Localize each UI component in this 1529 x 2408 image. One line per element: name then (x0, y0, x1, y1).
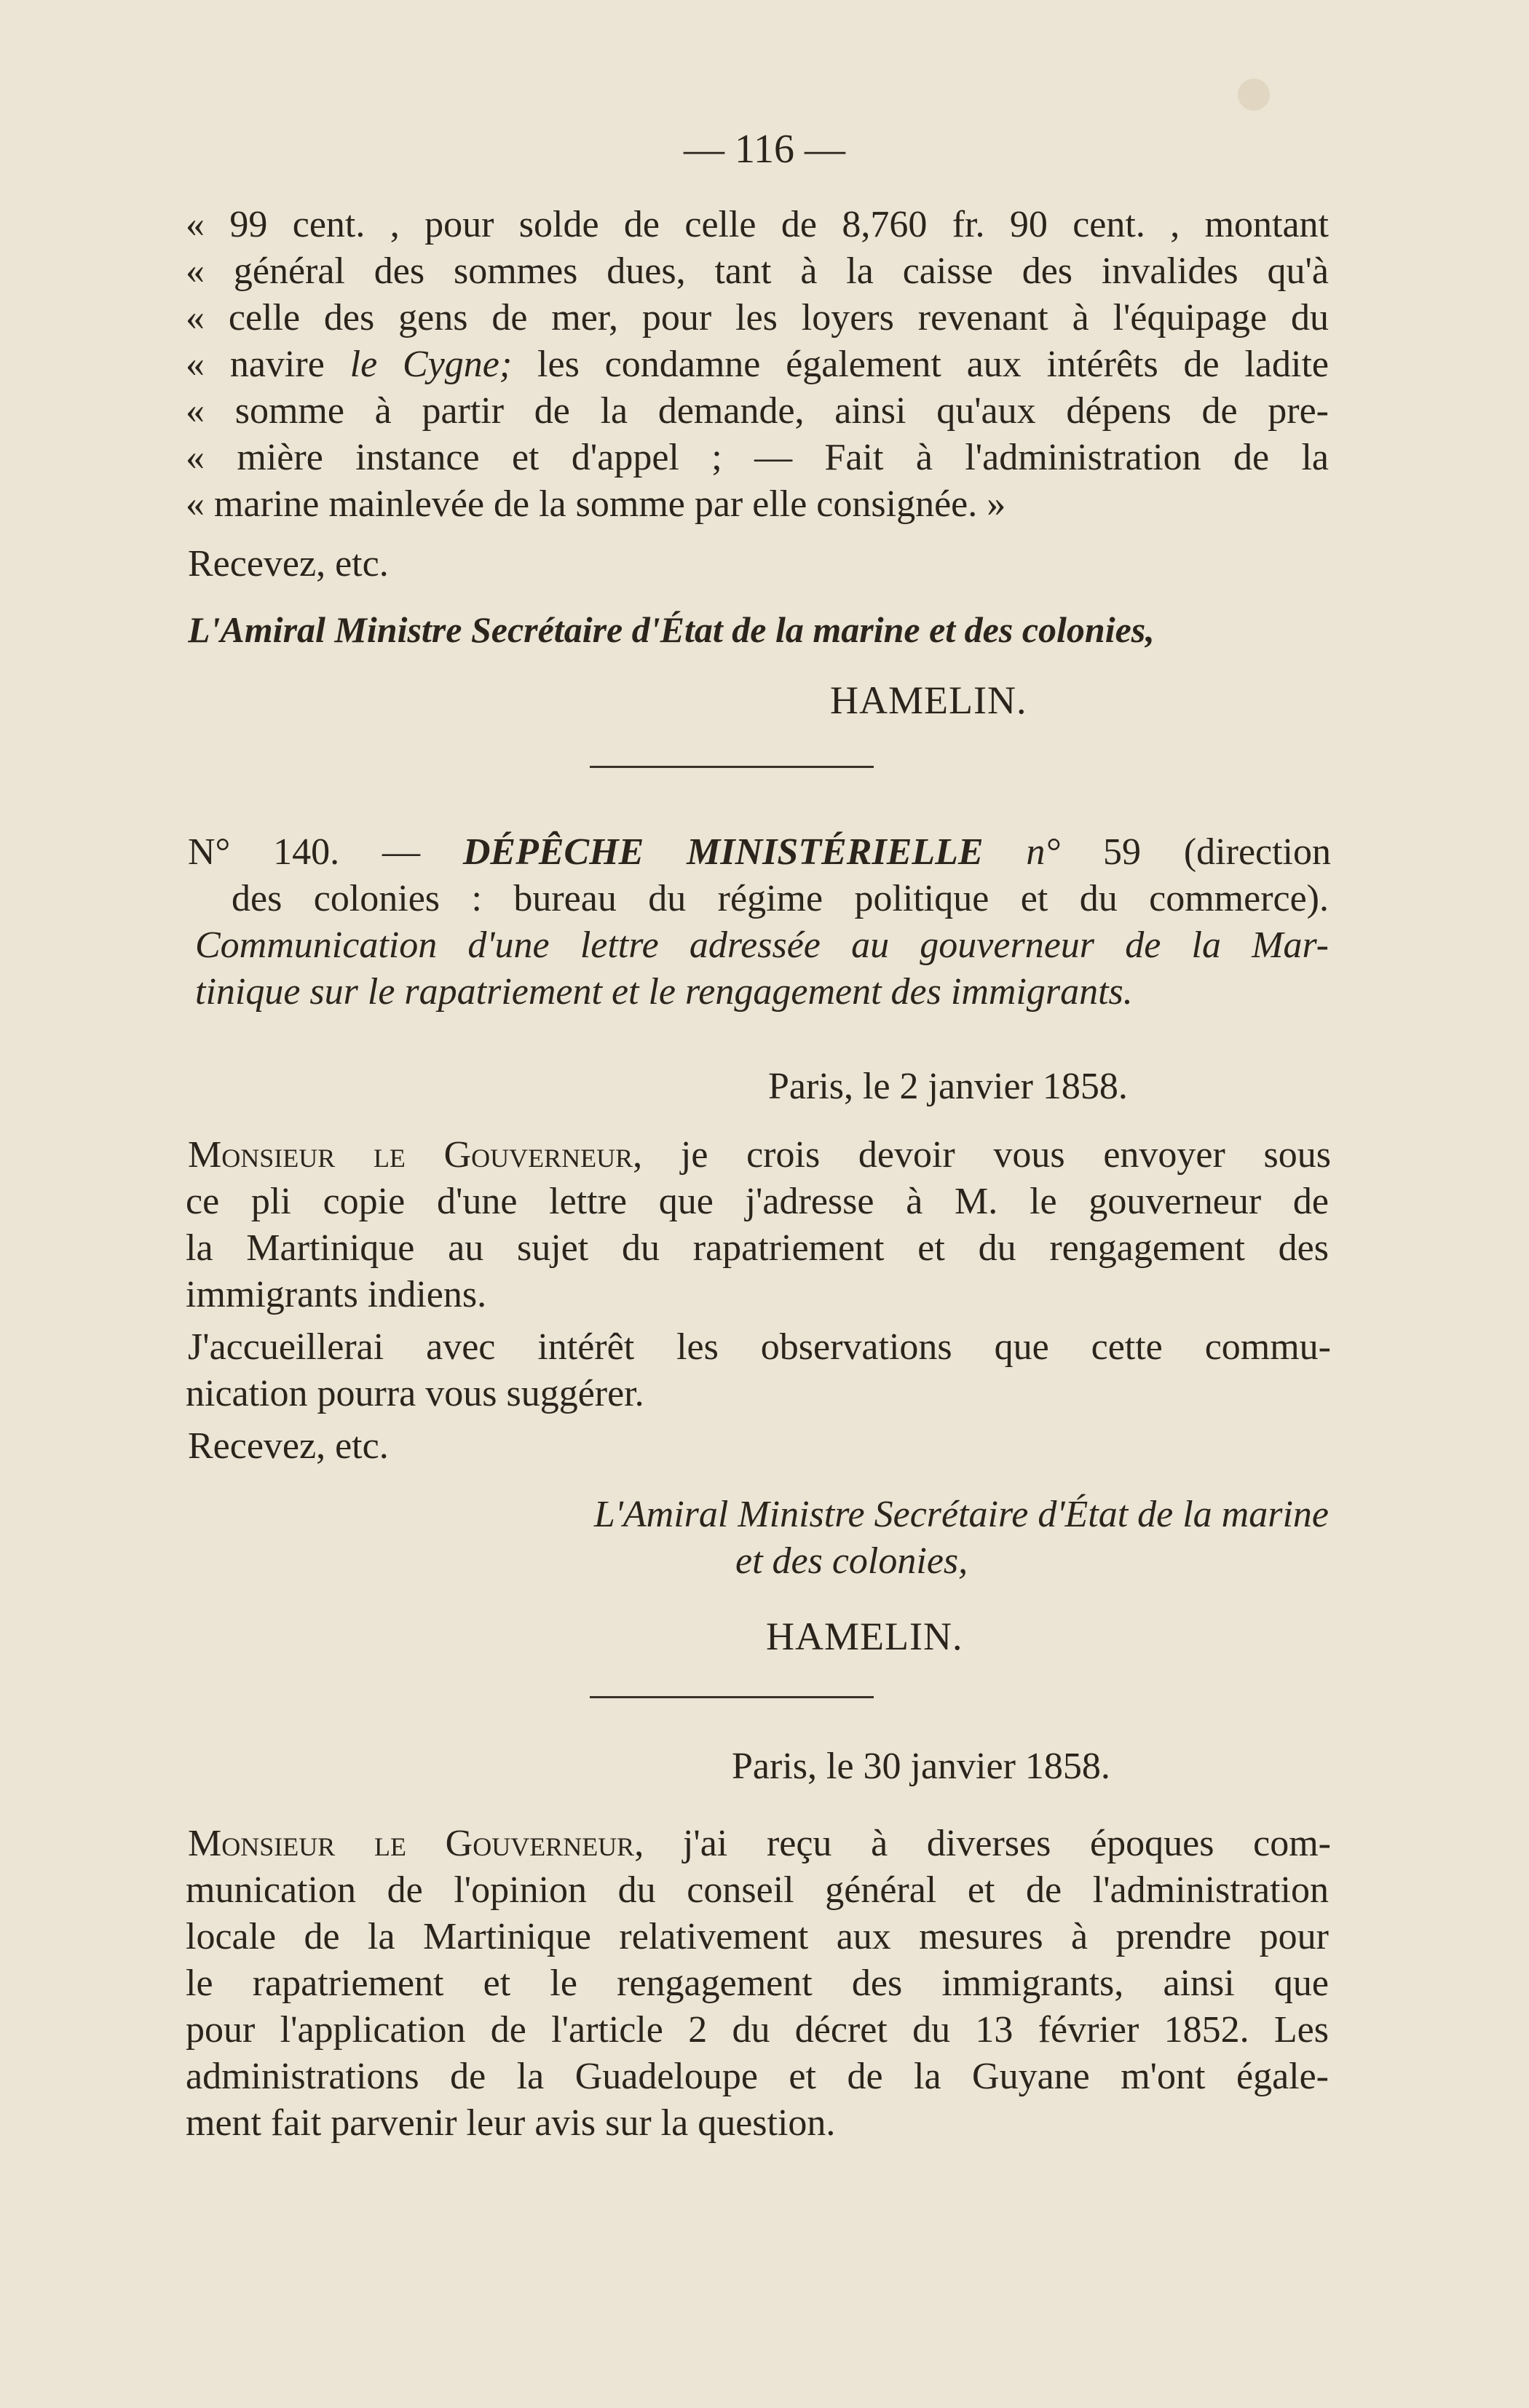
dispatch-title-line (188, 830, 1331, 875)
signature-title-2b: et des colonies, (735, 1540, 968, 1582)
signature-name-2: HAMELIN. (766, 1615, 963, 1658)
dispatch-header-line-3: tinique sur le rapatriement et le rengagement des immigrants. (195, 971, 1133, 1013)
dispatch-body-line-3: la Martinique au sujet du rapatriement et du rengagement des (186, 1227, 1329, 1269)
dispatch-dash: — (339, 831, 463, 873)
quote-line-5: « somme à partir de la demande, ainsi qu'aux dépens de pre- (186, 390, 1329, 432)
section-divider-2 (590, 1696, 874, 1698)
ship-name: le Cygne; (349, 344, 513, 385)
dispatch-body-line-1 (188, 1133, 1331, 1178)
letter-body-line-1-text: , j'ai reçu à diverses époques com- (634, 1823, 1331, 1864)
signature-title-1: L'Amiral Ministre Secrétaire d'État de la marine et des colonies, (188, 609, 1155, 650)
dispatch-number: N° 140. (188, 831, 340, 873)
quote-line-1: « 99 cent. , pour solde de celle de 8,760 fr. 90 cent. , montant (186, 204, 1329, 245)
quote-line-3: « celle des gens de mer, pour les loyers revenant à l'équipage du (186, 297, 1329, 338)
signature-title-2a: L'Amiral Ministre Secrétaire d'État de la marine (593, 1494, 1329, 1535)
dispatch-num: 59 (direction (1060, 831, 1331, 873)
dispatch-body-line-6: nication pourra vous suggérer. (186, 1373, 644, 1414)
page-smudge (1238, 79, 1270, 111)
letter-date: Paris, le 30 janvier 1858. (732, 1746, 1110, 1787)
dispatch-body-line-4: immigrants indiens. (186, 1274, 487, 1315)
letter-body-line-7: ment fait parvenir leur avis sur la question. (186, 2102, 836, 2144)
section-divider-1 (590, 766, 874, 768)
letter-body-line-2: munication de l'opinion du conseil général et de l'administration (186, 1869, 1329, 1911)
dispatch-body-line-5: J'accueillerai avec intérêt les observations que cette commu- (188, 1326, 1331, 1368)
closing-1: Recevez, etc. (188, 543, 389, 585)
letter-body-line-6: administrations de la Guadeloupe et de la Guyane m'ont égale- (186, 2056, 1329, 2097)
quote-line-7: « marine mainlevée de la somme par elle consignée. » (186, 483, 1006, 525)
dispatch-no: n° (983, 831, 1061, 873)
dispatch-date: Paris, le 2 janvier 1858. (768, 1066, 1128, 1107)
dispatch-header-line-2: Communication d'une lettre adressée au gouverneur de la Mar- (195, 924, 1329, 966)
dispatch-header-line-1: des colonies : bureau du régime politique et du commerce). (232, 878, 1329, 919)
dispatch-salutation: Monsieur le Gouverneur (188, 1134, 633, 1176)
quote-line-2: « général des sommes dues, tant à la caisse des invalides qu'à (186, 250, 1329, 292)
letter-body-line-3: locale de la Martinique relativement aux mesures à prendre pour (186, 1916, 1329, 1957)
signature-name-1: HAMELIN. (830, 678, 1027, 722)
quote-line-4-rest: les condamne également aux intérêts de ladite (512, 344, 1329, 385)
letter-body-line-5: pour l'application de l'article 2 du décret du 13 février 1852. Les (186, 2009, 1329, 2051)
dispatch-title: DÉPÊCHE MINISTÉRIELLE (462, 831, 984, 873)
page-number: — 116 — (684, 127, 845, 172)
letter-body-line-4: le rapatriement et le rengagement des immigrants, ainsi que (186, 1963, 1329, 2004)
dispatch-body-line-2: ce pli copie d'une lettre que j'adresse à M. le gouverneur de (186, 1181, 1329, 1222)
letter-body-line-1 (188, 1821, 1331, 1866)
letter-salutation: Monsieur le Gouverneur (188, 1823, 635, 1864)
dispatch-body-line-1-text: , je crois devoir vous envoyer sous (633, 1134, 1331, 1176)
quote-line-6: « mière instance et d'appel ; — Fait à l'administration de la (186, 437, 1329, 478)
quote-line-4-start: « navire (186, 344, 350, 385)
quote-line-4 (186, 342, 1329, 387)
closing-2: Recevez, etc. (188, 1425, 389, 1467)
